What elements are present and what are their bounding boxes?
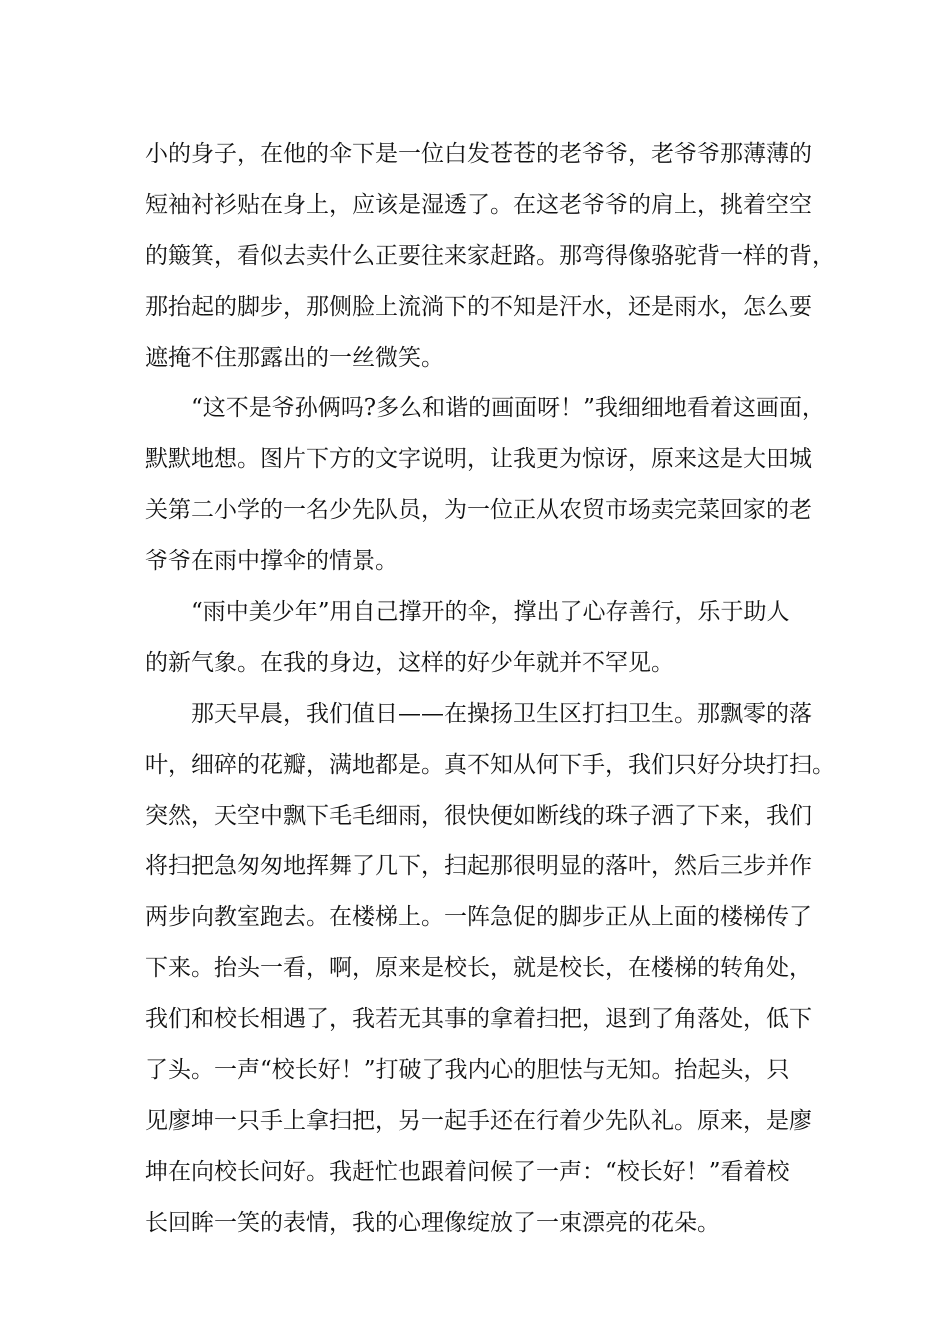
- text-line: 了头。一声“校长好！”打破了我内心的胆怯与无知。抬起头，只: [145, 1057, 790, 1084]
- text-line: 坤在向校长问好。我赶忙也跟着问候了一声：“校长好！”看着校: [145, 1158, 790, 1185]
- text-line: 关第二小学的一名少先队员，为一位正从农贸市场卖完菜回家的老: [145, 497, 812, 524]
- text-line: 那抬起的脚步，那侧脸上流淌下的不知是汗水，还是雨水，怎么要: [145, 293, 812, 320]
- text-line: 我们和校长相遇了，我若无其事的拿着扫把，退到了角落处，低下: [145, 1006, 812, 1033]
- text-line: 爷爷在雨中撑伞的情景。: [145, 548, 398, 575]
- paragraph-first-line: “这不是爷孙俩吗?多么和谐的画面呀！”我细细地看着这画面，: [191, 395, 825, 422]
- text-line: 的簸箕，看似去卖什么正要往来家赶路。那弯得像骆驼背一样的背，: [145, 242, 835, 269]
- text-line: 下来。抬头一看，啊，原来是校长，就是校长，在楼梯的转角处，: [145, 955, 812, 982]
- text-line: 将扫把急匆匆地挥舞了几下，扫起那很明显的落叶，然后三步并作: [145, 853, 812, 880]
- text-line: 见廖坤一只手上拿扫把，另一起手还在行着少先队礼。原来，是廖: [145, 1107, 812, 1134]
- text-line: 叶，细碎的花瓣，满地都是。真不知从何下手，我们只好分块打扫。: [145, 751, 835, 778]
- paragraph-first-line: 那天早晨，我们值日——在操扬卫生区打扫卫生。那飘零的落: [191, 700, 812, 727]
- text-line: 短袖衬衫贴在身上，应该是湿透了。在这老爷爷的肩上，挑着空空: [145, 191, 812, 218]
- text-line: 两步向教室跑去。在楼梯上。一阵急促的脚步正从上面的楼梯传了: [145, 904, 812, 931]
- paragraph-first-line: “雨中美少年”用自己撑开的伞，撑出了心存善行，乐于助人: [191, 599, 790, 626]
- text-line: 突然，天空中飘下毛毛细雨，很快便如断线的珠子洒了下来，我们: [145, 802, 812, 829]
- text-line: 遮掩不住那露出的一丝微笑。: [145, 344, 444, 371]
- text-line: 默默地想。图片下方的文字说明，让我更为惊讶，原来这是大田城: [145, 446, 812, 473]
- text-line: 长回眸一笑的表情，我的心理像绽放了一束漂亮的花朵。: [145, 1209, 720, 1236]
- text-line: 的新气象。在我的身边，这样的好少年就并不罕见。: [145, 649, 674, 676]
- body-text: [145, 129, 835, 1249]
- text-line: 小的身子，在他的伞下是一位白发苍苍的老爷爷，老爷爷那薄薄的: [145, 141, 812, 167]
